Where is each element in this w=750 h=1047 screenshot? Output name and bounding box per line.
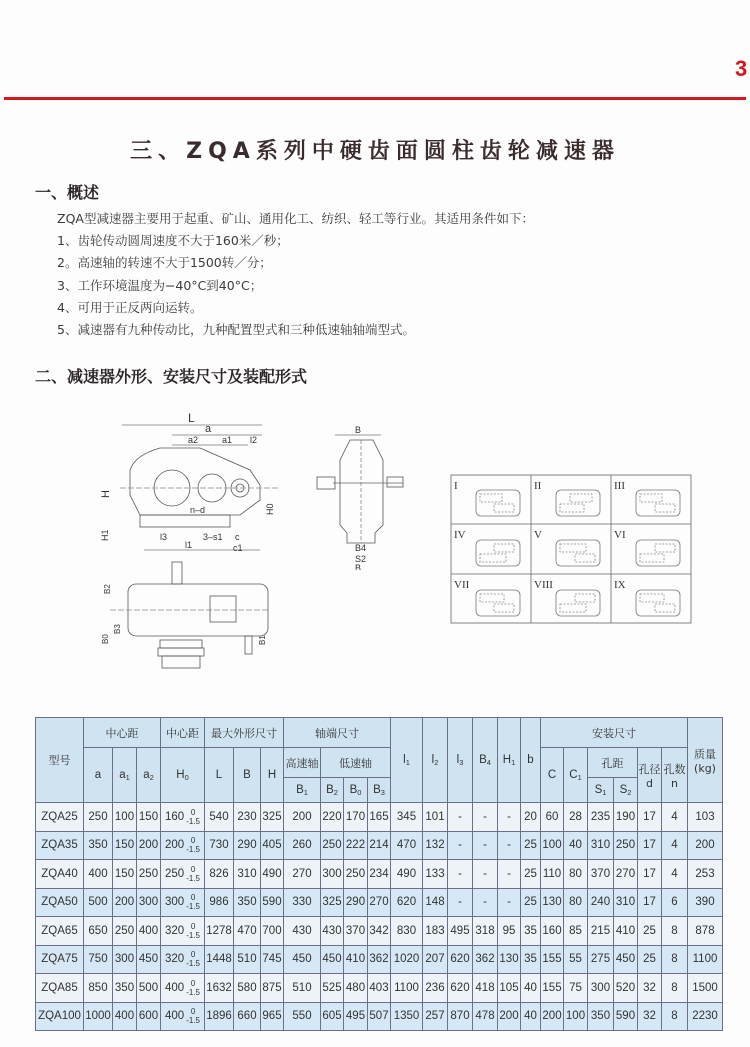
cell-l3: -	[448, 831, 473, 860]
cell-s2: 410	[614, 917, 638, 946]
tolerance: 0 -1.5	[186, 978, 200, 997]
cell-d: 32	[638, 974, 662, 1003]
cell-model: ZQA65	[36, 917, 84, 946]
cell-c1: 55	[564, 945, 588, 974]
cell-b: 25	[521, 831, 541, 860]
cell-a1: 400	[113, 1002, 137, 1031]
cell-a2: 250	[137, 860, 161, 889]
cell-b: 510	[234, 945, 261, 974]
cell-a1: 100	[113, 803, 137, 832]
cell-c: 160	[541, 917, 564, 946]
overview-item: 3、工作环境温度为−40°C到40°C；	[57, 277, 263, 293]
svg-text:B2: B2	[103, 584, 112, 594]
cell-l3: -	[448, 888, 473, 917]
cell-mass: 103	[688, 803, 723, 832]
cell-c1: 80	[564, 888, 588, 917]
specification-table	[35, 717, 723, 1031]
cell-l1: 620	[391, 888, 423, 917]
cell-l3: -	[448, 860, 473, 889]
svg-text:H0: H0	[265, 503, 275, 515]
cell-l3: 620	[448, 974, 473, 1003]
cell-b0: 250	[344, 860, 368, 889]
cell-a2: 300	[137, 888, 161, 917]
cell-d: 17	[638, 803, 662, 832]
cell-s1: 240	[588, 888, 614, 917]
header-C: C	[541, 748, 564, 803]
header-b: b	[521, 718, 541, 803]
header-hole-dia: 孔径d	[638, 748, 662, 803]
cell-c: 130	[541, 888, 564, 917]
cell-d: 32	[638, 1002, 662, 1031]
cell-mass: 1100	[688, 945, 723, 974]
svg-text:VII: VII	[454, 579, 470, 591]
header-shaft-end: 轴端尺寸	[284, 718, 391, 748]
cell-a: 250	[84, 803, 113, 832]
header-model: 型号	[36, 718, 84, 803]
cell-s2: 520	[614, 974, 638, 1003]
header-high-speed: 高速轴	[284, 748, 321, 778]
cell-l2: 236	[423, 974, 448, 1003]
cell-n: 8	[662, 945, 688, 974]
cell-b: 290	[234, 831, 261, 860]
svg-text:B3: B3	[113, 624, 122, 634]
cell-h0: 300 0 -1.5	[161, 888, 205, 917]
svg-text:c: c	[235, 532, 240, 542]
cell-h1: 200	[498, 1002, 521, 1031]
cell-b4: -	[473, 831, 498, 860]
cell-b4: 478	[473, 1002, 498, 1031]
cell-l1: 470	[391, 831, 423, 860]
cell-l1: 1350	[391, 1002, 423, 1031]
cell-l3: 495	[448, 917, 473, 946]
cell-h0: 320 0 -1.5	[161, 917, 205, 946]
cell-b: 35	[521, 945, 541, 974]
svg-text:B: B	[355, 425, 362, 435]
cell-b0: 495	[344, 1002, 368, 1031]
table-row	[36, 917, 723, 946]
cell-a1: 350	[113, 974, 137, 1003]
cell-h0: 400 0 -1.5	[161, 974, 205, 1003]
cell-n: 4	[662, 831, 688, 860]
cell-b3: 270	[368, 888, 391, 917]
header-B: B	[234, 748, 261, 803]
cell-l: 1896	[205, 1002, 234, 1031]
cell-h: 700	[261, 917, 284, 946]
cell-b1: 330	[284, 888, 321, 917]
cell-s2: 450	[614, 945, 638, 974]
cell-b1: 550	[284, 1002, 321, 1031]
cell-l2: 207	[423, 945, 448, 974]
overview-text	[57, 208, 534, 341]
cell-c1: 75	[564, 974, 588, 1003]
cell-h: 590	[261, 888, 284, 917]
cell-model: ZQA40	[36, 860, 84, 889]
header-max-dims: 最大外形尺寸	[205, 718, 284, 748]
svg-text:a: a	[205, 423, 212, 435]
header-B1: $B_1$	[284, 778, 321, 803]
svg-text:V: V	[534, 529, 542, 541]
cell-h: 405	[261, 831, 284, 860]
cell-l3: 870	[448, 1002, 473, 1031]
cell-a2: 400	[137, 917, 161, 946]
cell-c: 155	[541, 974, 564, 1003]
cell-l3: 620	[448, 945, 473, 974]
cell-model: ZQA100	[36, 1002, 84, 1031]
cell-a: 650	[84, 917, 113, 946]
cell-c: 60	[541, 803, 564, 832]
svg-text:c1: c1	[233, 543, 243, 553]
svg-text:II: II	[534, 480, 542, 492]
cell-a2: 200	[137, 831, 161, 860]
cell-l1: 490	[391, 860, 423, 889]
header-a: a	[84, 748, 113, 803]
tolerance: 0 -1.5	[186, 807, 200, 826]
cell-b1: 270	[284, 860, 321, 889]
cell-h1: -	[498, 888, 521, 917]
side-view-drawing	[315, 425, 415, 570]
svg-text:3–s1: 3–s1	[203, 532, 223, 542]
cell-l: 730	[205, 831, 234, 860]
cell-b0: 170	[344, 803, 368, 832]
cell-s2: 270	[614, 860, 638, 889]
header-B3: $B_3$	[368, 778, 391, 803]
svg-text:a2: a2	[188, 435, 199, 445]
top-view-drawing	[100, 560, 270, 675]
cell-a1: 300	[113, 945, 137, 974]
cell-b3: 342	[368, 917, 391, 946]
cell-s1: 215	[588, 917, 614, 946]
cell-l: 986	[205, 888, 234, 917]
page-title: 三、ZQA系列中硬齿面圆柱齿轮减速器	[130, 139, 620, 164]
cell-b: 470	[234, 917, 261, 946]
header-hole-spacing: 孔距	[588, 748, 638, 778]
cell-l3: -	[448, 803, 473, 832]
header-l1: $l_1$	[391, 718, 423, 803]
cell-s2: 190	[614, 803, 638, 832]
cell-model: ZQA50	[36, 888, 84, 917]
cell-model: ZQA25	[36, 803, 84, 832]
cell-b1: 260	[284, 831, 321, 860]
cell-model: ZQA85	[36, 974, 84, 1003]
cell-b: 25	[521, 888, 541, 917]
cell-h: 325	[261, 803, 284, 832]
cell-s1: 275	[588, 945, 614, 974]
cell-b3: 403	[368, 974, 391, 1003]
cell-h1: -	[498, 831, 521, 860]
cell-a: 850	[84, 974, 113, 1003]
cell-h0: 250 0 -1.5	[161, 860, 205, 889]
cell-s1: 300	[588, 974, 614, 1003]
section-heading-dimensions: 二、减速器外形、安装尺寸及装配形式	[35, 367, 308, 386]
cell-a: 350	[84, 831, 113, 860]
svg-text:B1: B1	[258, 635, 267, 645]
cell-h1: -	[498, 803, 521, 832]
front-view-drawing	[100, 410, 280, 560]
svg-text:l3: l3	[160, 532, 168, 542]
table-row	[36, 974, 723, 1003]
cell-d: 25	[638, 917, 662, 946]
overview-item: 4、可用于正反两向运转。	[57, 299, 203, 315]
header-divider	[4, 97, 746, 100]
cell-s2: 590	[614, 1002, 638, 1031]
cell-s2: 250	[614, 831, 638, 860]
cell-a: 750	[84, 945, 113, 974]
cell-b2: 450	[321, 945, 344, 974]
overview-item: 5、减速器有九种传动比，九种配置型式和三种低速轴轴端型式。	[57, 322, 415, 338]
cell-a: 1000	[84, 1002, 113, 1031]
cell-b3: 214	[368, 831, 391, 860]
cell-c: 155	[541, 945, 564, 974]
header-H: H	[261, 748, 284, 803]
cell-a2: 500	[137, 974, 161, 1003]
cell-model: ZQA75	[36, 945, 84, 974]
cell-b4: 318	[473, 917, 498, 946]
cell-s1: 235	[588, 803, 614, 832]
svg-text:I: I	[454, 480, 458, 492]
cell-c1: 40	[564, 831, 588, 860]
cell-h1: 130	[498, 945, 521, 974]
table-row	[36, 1002, 723, 1031]
table-row	[36, 945, 723, 974]
cell-mass: 2230	[688, 1002, 723, 1031]
cell-l2: 148	[423, 888, 448, 917]
header-S1: $S_1$	[588, 778, 614, 803]
cell-n: 6	[662, 888, 688, 917]
svg-text:n–d: n–d	[190, 505, 206, 515]
cell-c: 110	[541, 860, 564, 889]
cell-l: 826	[205, 860, 234, 889]
cell-b2: 430	[321, 917, 344, 946]
tolerance: 0 -1.5	[186, 1007, 200, 1026]
header-install: 安装尺寸	[541, 718, 688, 748]
header-hole-count: 孔数n	[662, 748, 688, 803]
cell-mass: 1500	[688, 974, 723, 1003]
svg-text:B0: B0	[101, 634, 110, 644]
cell-n: 8	[662, 917, 688, 946]
cell-b1: 430	[284, 917, 321, 946]
cell-n: 8	[662, 1002, 688, 1031]
cell-b2: 525	[321, 974, 344, 1003]
cell-b3: 362	[368, 945, 391, 974]
cell-h: 965	[261, 1002, 284, 1031]
cell-c: 100	[541, 831, 564, 860]
header-L: L	[205, 748, 234, 803]
cell-mass: 253	[688, 860, 723, 889]
cell-c1: 28	[564, 803, 588, 832]
cell-b: 25	[521, 860, 541, 889]
cell-b1: 510	[284, 974, 321, 1003]
section-heading-overview: 一、概述	[35, 183, 100, 202]
svg-text:l1: l1	[185, 540, 193, 550]
cell-a1: 150	[113, 831, 137, 860]
cell-d: 17	[638, 860, 662, 889]
cell-l1: 1020	[391, 945, 423, 974]
header-a1: $a_1$	[113, 748, 137, 803]
cell-b: 310	[234, 860, 261, 889]
cell-b: 40	[521, 974, 541, 1003]
cell-h: 745	[261, 945, 284, 974]
cell-b0: 222	[344, 831, 368, 860]
cell-a2: 450	[137, 945, 161, 974]
svg-text:B: B	[355, 563, 362, 570]
cell-b2: 250	[321, 831, 344, 860]
header-B0: $B_0$	[344, 778, 368, 803]
header-b4: $B_4$	[473, 718, 498, 803]
svg-text:a1: a1	[222, 435, 233, 445]
tolerance: 0 -1.5	[186, 836, 200, 855]
cell-b4: -	[473, 888, 498, 917]
cell-l2: 133	[423, 860, 448, 889]
cell-b2: 325	[321, 888, 344, 917]
header-l2: $l_2$	[423, 718, 448, 803]
cell-h0: 200 0 -1.5	[161, 831, 205, 860]
cell-b0: 290	[344, 888, 368, 917]
overview-item: 1、齿轮传动圆周速度不大于160米／秒；	[57, 233, 289, 249]
cell-b0: 410	[344, 945, 368, 974]
cell-b4: 362	[473, 945, 498, 974]
cell-l: 1632	[205, 974, 234, 1003]
cell-b1: 200	[284, 803, 321, 832]
cell-h: 490	[261, 860, 284, 889]
cell-model: ZQA35	[36, 831, 84, 860]
cell-a2: 600	[137, 1002, 161, 1031]
table-row	[36, 888, 723, 917]
cell-l1: 345	[391, 803, 423, 832]
cell-b: 580	[234, 974, 261, 1003]
tolerance: 0 -1.5	[186, 950, 200, 969]
cell-a1: 150	[113, 860, 137, 889]
header-center-distance: 中心距	[84, 718, 161, 748]
cell-l1: 830	[391, 917, 423, 946]
cell-a: 500	[84, 888, 113, 917]
svg-text:VI: VI	[614, 529, 626, 541]
cell-b0: 480	[344, 974, 368, 1003]
cell-l: 540	[205, 803, 234, 832]
cell-h: 875	[261, 974, 284, 1003]
header-a2: $a_2$	[137, 748, 161, 803]
cell-mass: 878	[688, 917, 723, 946]
cell-l2: 257	[423, 1002, 448, 1031]
header-center-height: 中心距	[161, 718, 205, 748]
cell-l2: 132	[423, 831, 448, 860]
cell-a1: 250	[113, 917, 137, 946]
svg-text:III: III	[614, 480, 625, 492]
cell-b: 20	[521, 803, 541, 832]
header-S2: $S_2$	[614, 778, 638, 803]
overview-intro: ZQA型减速器主要用于起重、矿山、通用化工、纺织、轻工等行业。其适用条件如下：	[57, 211, 534, 226]
header-mass: 质量(kg)	[688, 718, 723, 803]
cell-mass: 200	[688, 831, 723, 860]
cell-l: 1278	[205, 917, 234, 946]
svg-text:S2: S2	[355, 554, 367, 564]
cell-d: 17	[638, 888, 662, 917]
svg-text:IX: IX	[614, 579, 626, 591]
cell-s1: 370	[588, 860, 614, 889]
cell-mass: 390	[688, 888, 723, 917]
page-number-mark: 3	[735, 56, 748, 81]
cell-l: 1448	[205, 945, 234, 974]
cell-b2: 220	[321, 803, 344, 832]
cell-b4: -	[473, 860, 498, 889]
cell-b2: 605	[321, 1002, 344, 1031]
cell-d: 17	[638, 831, 662, 860]
cell-b: 40	[521, 1002, 541, 1031]
header-B2: $B_2$	[321, 778, 344, 803]
header-h0: $H_0$	[161, 748, 205, 803]
cell-l1: 1100	[391, 974, 423, 1003]
svg-text:B4: B4	[355, 543, 367, 553]
cell-c1: 100	[564, 1002, 588, 1031]
tolerance: 0 -1.5	[186, 864, 200, 883]
cell-b3: 234	[368, 860, 391, 889]
cell-l2: 101	[423, 803, 448, 832]
cell-a2: 150	[137, 803, 161, 832]
cell-h0: 320 0 -1.5	[161, 945, 205, 974]
header-h1: $H_1$	[498, 718, 521, 803]
cell-b1: 450	[284, 945, 321, 974]
overview-item: 2。高速轴的转速不大于1500转／分；	[57, 255, 272, 271]
cell-a: 400	[84, 860, 113, 889]
svg-text:H: H	[100, 490, 112, 498]
cell-b2: 300	[321, 860, 344, 889]
cell-h0: 400 0 -1.5	[161, 1002, 205, 1031]
cell-s1: 350	[588, 1002, 614, 1031]
cell-h0: 160 0 -1.5	[161, 803, 205, 832]
cell-b3: 165	[368, 803, 391, 832]
table-row	[36, 803, 723, 832]
cell-b4: -	[473, 803, 498, 832]
cell-c1: 80	[564, 860, 588, 889]
svg-text:H1: H1	[100, 529, 110, 541]
cell-b: 230	[234, 803, 261, 832]
svg-text:l2: l2	[250, 435, 258, 445]
cell-a1: 200	[113, 888, 137, 917]
cell-n: 4	[662, 803, 688, 832]
cell-b4: 418	[473, 974, 498, 1003]
cell-h1: 105	[498, 974, 521, 1003]
cell-n: 8	[662, 974, 688, 1003]
header-l3: $l_3$	[448, 718, 473, 803]
cell-b: 350	[234, 888, 261, 917]
configuration-grid	[450, 474, 692, 624]
tolerance: 0 -1.5	[186, 893, 200, 912]
cell-c: 200	[541, 1002, 564, 1031]
svg-text:L: L	[188, 411, 195, 425]
table-row	[36, 860, 723, 889]
cell-h1: -	[498, 860, 521, 889]
cell-b: 35	[521, 917, 541, 946]
cell-b3: 507	[368, 1002, 391, 1031]
header-C1: $C_1$	[564, 748, 588, 803]
cell-d: 25	[638, 945, 662, 974]
header-low-speed: 低速轴	[321, 748, 391, 778]
cell-s2: 310	[614, 888, 638, 917]
cell-h1: 95	[498, 917, 521, 946]
tolerance: 0 -1.5	[186, 921, 200, 940]
svg-text:IV: IV	[454, 529, 466, 541]
cell-b: 660	[234, 1002, 261, 1031]
cell-l2: 183	[423, 917, 448, 946]
table-row	[36, 831, 723, 860]
cell-s1: 310	[588, 831, 614, 860]
cell-n: 4	[662, 860, 688, 889]
cell-c1: 85	[564, 917, 588, 946]
cell-b0: 370	[344, 917, 368, 946]
svg-text:VIII: VIII	[534, 579, 553, 591]
